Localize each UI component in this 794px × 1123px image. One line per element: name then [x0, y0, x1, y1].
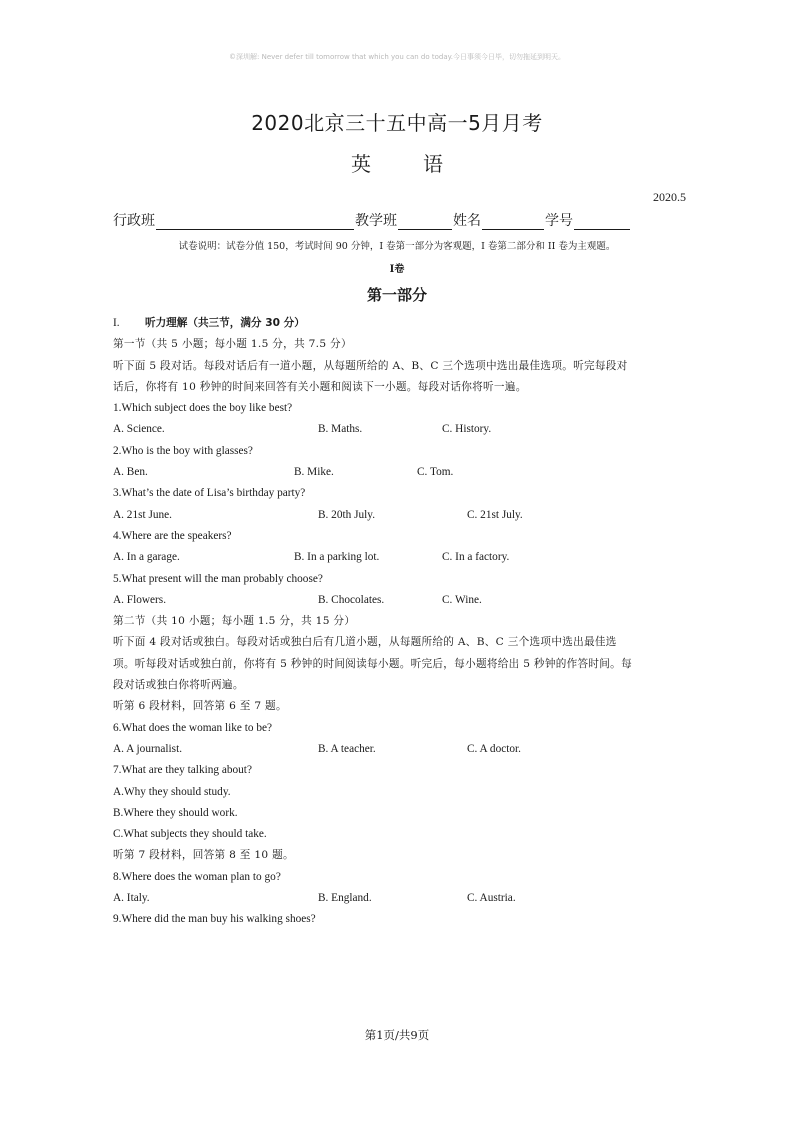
instruction-line: 段对话或独白你将听两遍。: [113, 679, 244, 692]
option-a: A. Science.: [113, 423, 165, 436]
question-options: [113, 888, 688, 909]
name-blank[interactable]: [482, 215, 544, 230]
option-b: B. Chocolates.: [318, 593, 385, 606]
option-b: B. 20th July.: [318, 508, 376, 521]
subject-char-2: 语: [423, 152, 443, 176]
subsection-1-heading: 第一节（共 5 小题；每小题 1.5 分，共 7.5 分）: [113, 338, 352, 351]
exam-title: 2020北京三十五中高一5月月考: [251, 111, 543, 135]
question-options: [113, 547, 688, 568]
instruction-line: 听下面 5 段对话。每段对话后有一道小题，从每题所给的 A、B、C 三个选项中选出最佳选项。听完每段对: [113, 359, 628, 372]
option-a: A. A journalist.: [113, 742, 183, 755]
subsection-2-heading: 第二节（共 10 小题；每小题 1.5 分，共 15 分）: [113, 615, 356, 628]
option-a: A. 21st June.: [113, 508, 172, 521]
option-c: C. History.: [442, 423, 492, 436]
teach-class-blank[interactable]: [398, 215, 452, 230]
instruction-line: 话后，你将有 10 秒钟的时间来回答有关小题和阅读下一小题。每段对话你将听一遍。: [113, 380, 527, 393]
question-options: [113, 739, 688, 760]
option-c: C. In a factory.: [442, 551, 510, 564]
option-a: A.Why they should study.: [113, 785, 231, 798]
question-options: [113, 505, 688, 526]
question-text: 2.Who is the boy with glasses?: [113, 444, 253, 457]
option-a: A. In a garage.: [113, 551, 180, 564]
exam-note: 试卷说明：试卷分值 150，考试时间 90 分钟，I 卷第一部分为客观题，I 卷第二部分和 II 卷为主观题。: [178, 241, 616, 252]
name-label: 姓名: [453, 213, 481, 229]
option-c: C. Austria.: [467, 892, 516, 905]
question-options: [113, 590, 688, 611]
section-number: I.: [113, 317, 120, 329]
option-a: A. Flowers.: [113, 593, 167, 606]
option-b: B. Mike.: [294, 466, 334, 479]
question-text: 5.What present will the man probably choose?: [113, 572, 323, 585]
instruction-line: 听下面 4 段对话或独白。每段对话或独白后有几道小题，从每题所给的 A、B、C 三个选项中选出最佳选: [113, 636, 617, 649]
page-footer: 第1页/共9页: [364, 1028, 430, 1042]
exam-date: 2020.5: [653, 190, 686, 204]
option-a: A. Italy.: [113, 892, 150, 905]
subject-char-1: 英: [351, 152, 371, 176]
student-id-label: 学号: [545, 213, 573, 229]
class-label: 行政班: [113, 213, 155, 229]
option-b: B.Where they should work.: [113, 806, 238, 819]
teach-class-label: 教学班: [355, 213, 397, 229]
subject-heading: [0, 148, 794, 177]
section-heading: [113, 313, 688, 334]
class-blank[interactable]: [156, 215, 354, 230]
material-note: 听第 6 段材料，回答第 6 至 7 题。: [113, 700, 287, 713]
option-b: B. A teacher.: [318, 742, 376, 755]
option-b: B. England.: [318, 892, 372, 905]
option-c: C. A doctor.: [467, 742, 521, 755]
option-c: C.What subjects they should take.: [113, 828, 267, 841]
option-a: A. Ben.: [113, 466, 148, 479]
question-text: 1.Which subject does the boy like best?: [113, 402, 293, 415]
student-id-blank[interactable]: [574, 215, 630, 230]
student-info-row: [113, 210, 631, 230]
option-c: C. 21st July.: [467, 508, 523, 521]
part-heading: 第一部分: [366, 286, 427, 304]
question-text: 8.Where does the woman plan to go?: [113, 870, 281, 883]
watermark: ©深圳解: Never defer till tomorrow that which you can do today.今日事须今日毕，切勿拖延到明天。: [229, 53, 565, 61]
option-c: C. Wine.: [442, 593, 482, 606]
option-c: C. Tom.: [417, 466, 454, 479]
question-text: 9.Where did the man buy his walking shoes?: [113, 913, 316, 926]
material-note: 听第 7 段材料，回答第 8 至 10 题。: [113, 849, 294, 862]
volume-label: I卷: [389, 264, 405, 275]
section-title: 听力理解（共三节，满分 30 分）: [145, 317, 305, 329]
exam-content: [113, 313, 688, 931]
option-b: B. In a parking lot.: [294, 551, 380, 564]
question-text: 7.What are they talking about?: [113, 764, 252, 777]
question-options: [113, 462, 688, 483]
question-text: 4.Where are the speakers?: [113, 529, 232, 542]
question-options: [113, 419, 688, 440]
instruction-line: 项。听每段对话或独白前，你将有 5 秒钟的时间阅读每小题。听完后，每小题将给出 5 秒钟的作答时间。每: [113, 657, 632, 670]
question-text: 6.What does the woman like to be?: [113, 721, 273, 734]
option-b: B. Maths.: [318, 423, 363, 436]
question-text: 3.What’s the date of Lisa’s birthday party?: [113, 487, 306, 500]
